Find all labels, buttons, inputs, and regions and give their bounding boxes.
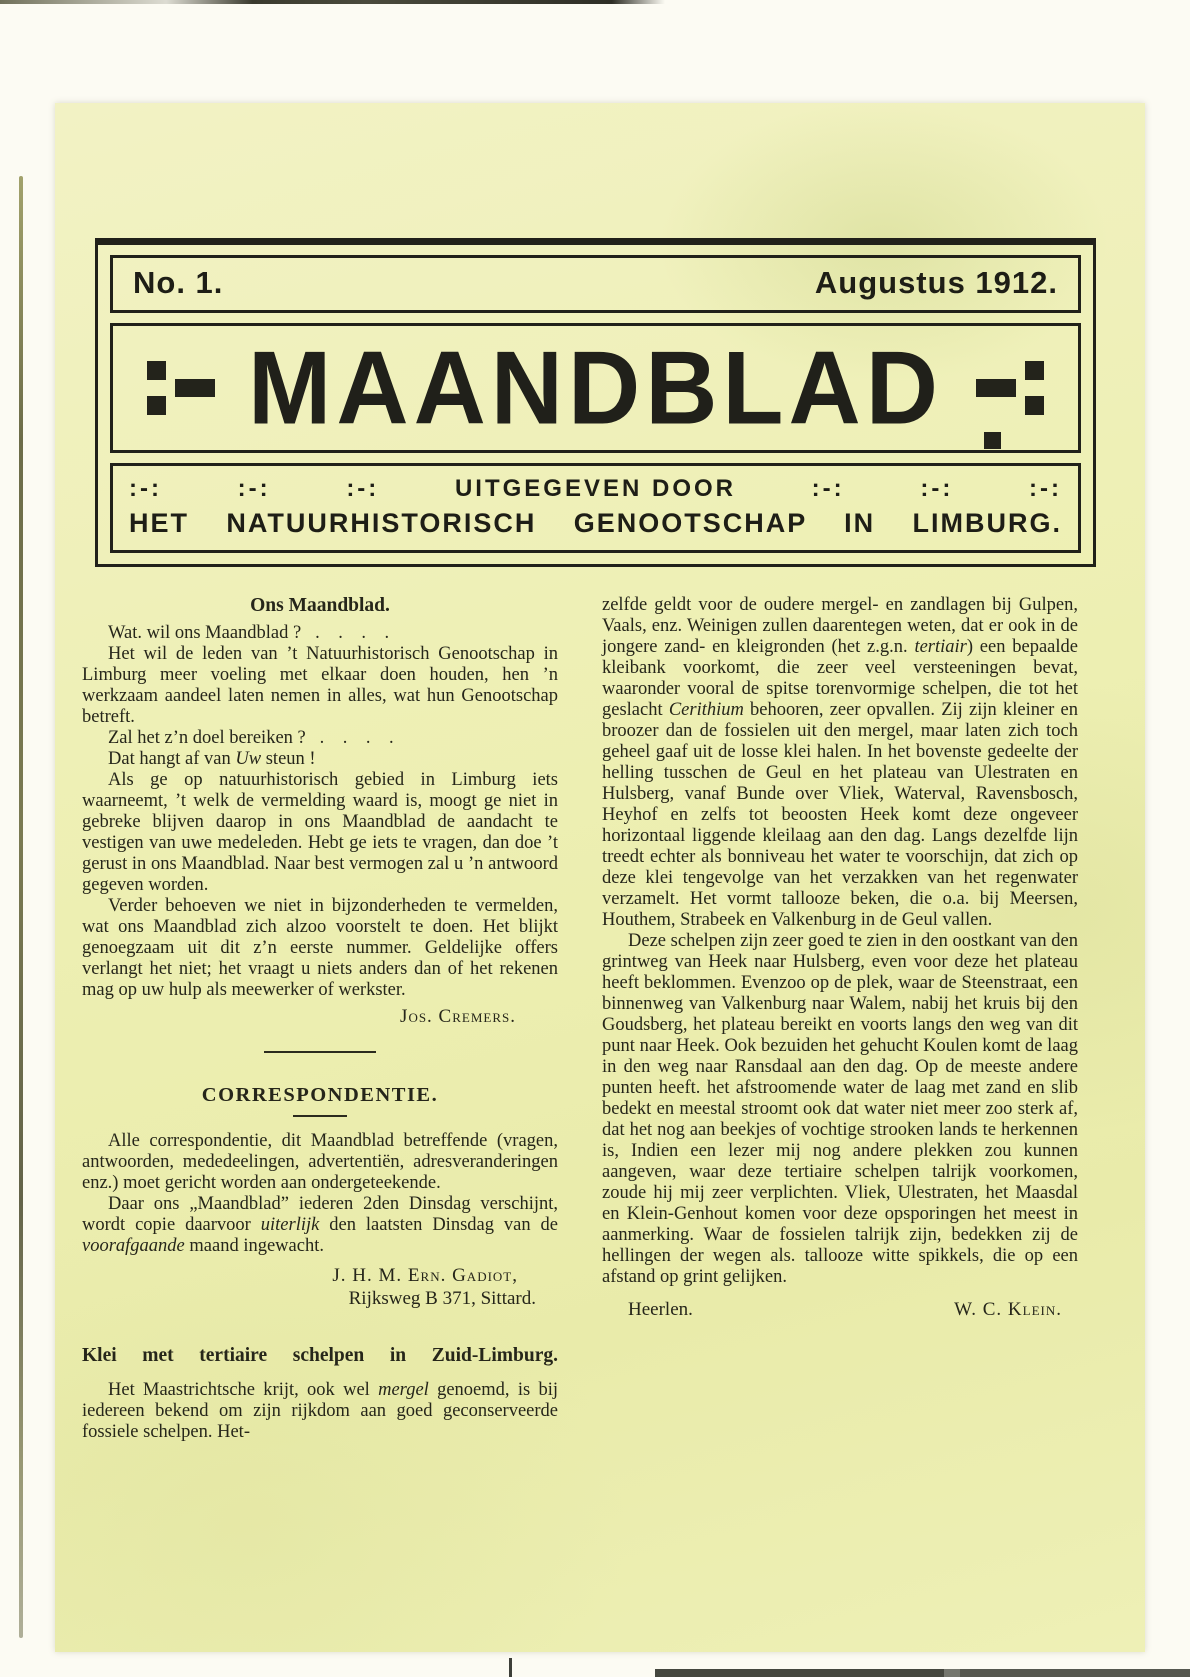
text-run: maand ingewacht. <box>184 1236 324 1256</box>
signature <box>82 1006 558 1027</box>
issue-number: No. 1. <box>133 265 224 300</box>
text-run: Dat hangt af van <box>108 749 236 769</box>
text-run: Verder behoeven we niet in bijzonderheden te vermelden, wat ons Maandblad zich alzoo voorstelt te doen. Het blijkt genoegzaam uit dit z’n eerste nummer. Geldelijke offers verlangt het niet; het vraagt u niets anders dan of het rekenen mag op uw hulp als meewerker of werkster. <box>82 896 558 1000</box>
masthead <box>95 238 1096 567</box>
text-run: tertiair <box>914 637 967 657</box>
left-column <box>82 595 558 1443</box>
section-heading <box>82 1085 558 1106</box>
para-noindent <box>602 595 1078 931</box>
text-run: J. H. M. Ern. Gadiot, <box>332 1265 518 1286</box>
text-run: ) een bepaalde kleibank voorkomt, die zeer veel versteeningen bevat, waaronder vooral de spitse torenvormige schelpen, die tot het geslacht <box>602 637 1078 720</box>
title-box <box>110 323 1081 453</box>
para <box>82 644 558 728</box>
scan-edge-artifact-top <box>0 0 665 4</box>
colon-dash-separator: :-: <box>811 475 845 502</box>
text-run: Ons Maandblad. <box>250 595 390 616</box>
divider <box>264 1051 376 1053</box>
publisher-label: UITGEGEVEN DOOR <box>454 475 736 502</box>
magazine-title: MAANDBLAD <box>248 329 943 447</box>
colon-dash-separator: :-: <box>237 475 271 502</box>
text-run: Daar ons „Maandblad” iederen 2den Dinsdag verschijnt, wordt copie daarvoor <box>82 1194 558 1235</box>
scan-edge-tick <box>509 1658 512 1677</box>
text-run: Het Maastrichtsche krijt, ook wel <box>108 1380 379 1400</box>
publisher-line-1 <box>129 475 1062 503</box>
text-run: genoemd, is bij iedereen bekend om zijn rijkdom aan goed geconserveerde fossiele schelpen. Het- <box>82 1380 558 1442</box>
text-run: Alle correspondentie, dit Maandblad betreffende (vragen, antwoorden, mededeelingen, advertentiën, adresveranderingen enz.) moet gericht worden aan ondergeteekende. <box>82 1131 558 1193</box>
text-run: Uw <box>235 749 262 769</box>
para <box>82 749 558 770</box>
address <box>82 1265 558 1286</box>
para <box>602 931 1078 1288</box>
para <box>82 728 558 749</box>
scan-spine-line <box>19 176 23 1638</box>
text-run: Klei met tertiaire schelpen in Zuid-Limburg. <box>82 1345 558 1366</box>
publisher-name: HET NATUURHISTORISCH GENOOTSCHAP IN LIMBURG. <box>129 508 1062 538</box>
text-run: uiterlijk <box>260 1215 320 1235</box>
text-run: Jos. Cremers. <box>400 1006 516 1027</box>
para <box>82 896 558 1001</box>
scan-edge-artifact-bottom <box>655 1669 1190 1677</box>
text-run: Rijksweg B 371, Sittard. <box>348 1288 536 1309</box>
text-run: Als ge op natuurhistorisch gebied in Limburg iets waarneemt, ’t welk de vermelding waard is, moogt ge niet in gebreke blijven daarop in ons Maandblad de aandacht te vestigen van uwe medeleden. Hebt ge iets te vragen, dan doe ’t gerust in ons Maandblad. Naar best vermogen zal u ’n antwoord gegeven worden. <box>82 770 558 895</box>
text-run: zelfde geldt voor de oudere mergel- en zandlagen bij Gulpen, Vaals, enz. Weinigen zullen daarentegen weten, dat er ook in de jongere zand- en kleigronden (het z.g.n. <box>602 595 1078 657</box>
colon-dash-separator: :-: <box>1028 475 1062 502</box>
byline-author <box>954 1299 1062 1320</box>
right-column <box>602 595 1078 1320</box>
text-run: Het wil de leden van ’t Natuurhistorisch Genootschap in Limburg meer voeling met elkaar doen houden, hen ’n werkzaam aandeel laten nemen in alles, wat hun Genootschap betreft. <box>82 644 558 727</box>
colon-dash-separator: :-: <box>920 475 954 502</box>
colon-dash-separator: :-: <box>346 475 380 502</box>
text-run: steun ! <box>261 749 316 769</box>
byline-place: Heerlen. <box>628 1299 693 1320</box>
dash-colon-ornament-right <box>976 361 1044 415</box>
colon-dash-ornament-left <box>147 361 215 415</box>
text-run: Cerithium <box>668 700 744 720</box>
text-run: CORRESPONDENTIE. <box>201 1084 439 1106</box>
address2 <box>82 1288 558 1309</box>
para-spaced <box>82 1380 558 1443</box>
publisher-box <box>110 463 1081 553</box>
para <box>82 623 558 644</box>
divider-small <box>293 1115 347 1117</box>
para <box>82 770 558 896</box>
para <box>82 1194 558 1257</box>
text-run: Wat. wil ons Maandblad ? . . . . <box>108 623 390 643</box>
center-heading <box>82 595 558 616</box>
text-run: W. C. Klein. <box>954 1299 1062 1320</box>
text-run: mergel <box>378 1380 429 1400</box>
para-spaced <box>82 1131 558 1194</box>
article-heading <box>82 1345 558 1366</box>
byline-row <box>602 1299 1078 1320</box>
text-run: den laatsten Dinsdag van de <box>319 1215 559 1235</box>
text-run: Zal het z’n doel bereiken ? . . . . <box>108 728 394 748</box>
text-run: Deze schelpen zijn zeer goed te zien in den oostkant van den grintweg van Heek naar Hulsberg, even voor deze het plateau heeft beklommen. Evenzoo op de plek, waar de Steenstraat, een binnenweg van Valkenburg naar Walem, nabij het kruis bij den Goudsberg, het plateau bereikt en voorts langs den weg van dit punt naar Heek. Ook bezuiden het gehucht Koulen komt de laag in den weg naar Ransdaal aan den dag. Op de meeste andere punten heeft. het afstroomende water de laag met zand en slib bedekt en meestal stroomt ook dat water niet meer zoo sterk af, dat het nog aan beekjes of vochtige strooken lands te herkennen is, Indien een lezer mij nog andere plekken zou kunnen aangeven, waar deze tertiaire schelpen talrijk voorkomen, zoude hij mij zeer verplichten. Vliek, Ulestraten, het Maasdal en Klein-Genhout komen voor deze opsporingen het meest in aanmerking. Waar de fossielen talrijk zijn, bedekken zij de hellingen der wegen als. tallooze witte spikkels, die op een afstand op grint gelijken. <box>602 931 1078 1287</box>
magazine-page <box>55 103 1145 1652</box>
issue-bar <box>110 255 1081 313</box>
text-run: voorafgaande <box>82 1236 185 1256</box>
colon-dash-separator: :-: <box>129 475 162 502</box>
text-run: behooren, zeer opvallen. Zij zijn kleiner en broozer dan de fossielen uit den mergel, maar laten zich toch geheel gaaf uit de losse klei halen. In het bovenste gedeelte der helling tusschen de Geul en het plateau van Ulestraten en Hulsberg, vanaf Bunde over Vliek, Waterval, Ravensbosch, Heyhof en zelfs tot beoosten Heek komt deze ongeveer horizontaal liggende kleilaag aan den dag. Langs dezelfde lijn treedt echter als bonniveau het water te voorschijn, dat zich op deze klei tengevolge van het verzakken van het regenwater verzamelt. Het vormt tallooze beken, die o.a. bij Meersen, Houthem, Strabeek en Valkenburg in de Geul vallen. <box>602 700 1078 930</box>
issue-date: Augustus 1912. <box>814 265 1058 300</box>
